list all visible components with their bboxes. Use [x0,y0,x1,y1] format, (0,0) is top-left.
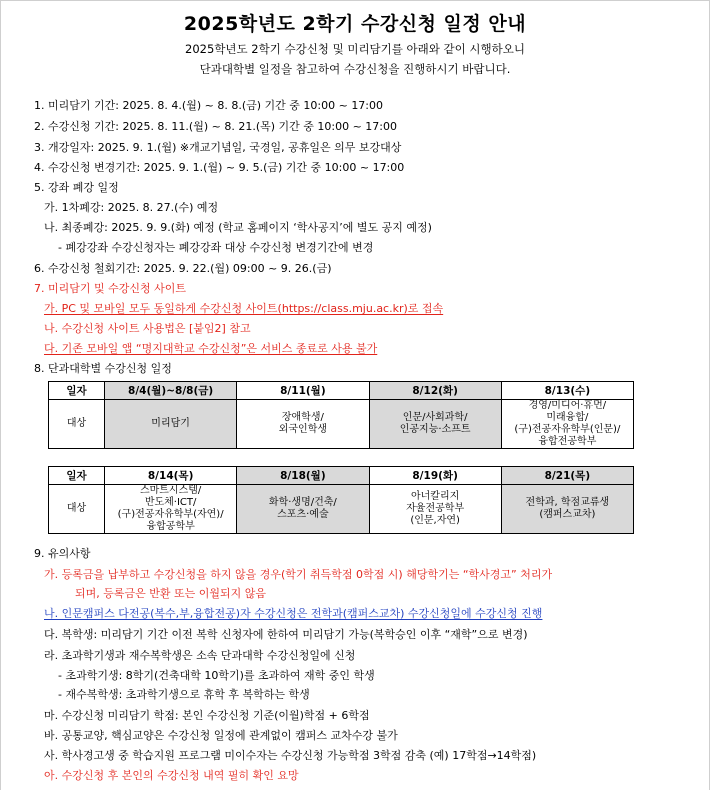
item-registration-period: 2. 수강신청 기간: 2025. 8. 11.(월) ~ 8. 21.(목) 기간 중 10:00 ~ 17:00 [34,120,398,133]
note-returning-extra-def: - 재수복학생: 초과학기생으로 휴학 후 복학하는 학생 [58,688,310,701]
item-preload-period: 1. 미리담기 기간: 2025. 8. 4.(월) ~ 8. 8.(금) 기간 중 10:00 ~ 17:00 [34,99,384,112]
note-multi-major [44,607,542,621]
page-border-left [0,0,1,790]
table-target-cell: 미리담기 [105,400,237,449]
item-course-cancel-first: 가. 1차폐강: 2025. 8. 27.(수) 예정 [44,201,219,214]
table-row [49,400,634,449]
note-credit-reduction: 사. 학사경고생 중 학습지원 프로그램 미이수자는 수강신청 가능학점 3학점 감축 (예) 17학점→14학점) [44,749,537,762]
page-border-top [0,0,709,1]
table-date-cell: 8/13(수) [501,382,633,400]
site-url-link[interactable]: 가. PC 및 모바일 모두 동일하게 수강신청 사이트(https://class.mju.ac.kr)로 접속 [44,302,444,315]
item-withdrawal-period: 6. 수강신청 철회기간: 2025. 9. 22.(월) 09:00 ~ 9. 26.(금) [34,262,332,275]
note-preload-credits: 마. 수강신청 미리담기 학점: 본인 수강신청 기준(이월)학점 + 6학점 [44,709,370,722]
table-date-cell: 8/4(월)~8/8(금) [105,382,237,400]
table-header-target: 대상 [49,485,105,534]
table-row [49,382,634,400]
table-target-cell: 아너칼리지 자율전공학부 (인문,자연) [369,485,501,534]
note-extra-semester: 라. 초과학기생과 재수복학생은 소속 단과대학 수강신청일에 신청 [44,649,356,662]
item-course-cancel: 5. 강좌 폐강 일정 [34,181,119,194]
note-academic-warning: 가. 등록금을 납부하고 수강신청을 하지 않을 경우(학기 취득학점 0학점 시) 해당학기는 “학사경고” 처리가 [44,568,553,581]
note-extra-semester-def: - 초과학기생: 8학기(건축대학 10학기)를 초과하여 재학 중인 학생 [58,669,375,682]
item-site-url [44,302,443,316]
item-course-cancel-final: 나. 최종폐강: 2025. 9. 9.(화) 예정 (학교 홈페이지 ‘학사공지’에 별도 공지 예정) [44,221,432,234]
table-header-date: 일자 [49,382,105,400]
schedule-table-1 [48,381,634,449]
table-date-cell: 8/18(월) [237,467,369,485]
table-target-cell: 전학과, 학점교류생 (캠퍼스교차) [501,485,633,534]
table-date-cell: 8/12(화) [369,382,501,400]
mobile-app-note: 다. 기존 모바일 앱 “명지대학교 수강신청”은 서비스 종료로 사용 불가 [44,342,378,355]
table-target-cell: 화학·생명/건축/ 스포츠·예술 [237,485,369,534]
table-date-cell: 8/14(목) [105,467,237,485]
item-semester-start: 3. 개강일자: 2025. 9. 1.(월) ※개교기념일, 국경일, 공휴일은 의무 보강대상 [34,141,402,154]
item-site-heading: 7. 미리담기 및 수강신청 사이트 [34,282,186,295]
intro-line-2: 단과대학별 일정을 참고하여 수강신청을 진행하시기 바랍니다. [199,62,511,76]
intro-line-1: 2025학년도 2학기 수강신청 및 미리담기를 아래와 같이 시행하오니 [185,42,525,56]
item-site-guide: 나. 수강신청 사이트 사용법은 [붙임2] 참고 [44,322,251,335]
item-notes-heading: 9. 유의사항 [34,547,91,560]
note-academic-warning-cont: 되며, 등록금은 반환 또는 이월되지 않음 [75,587,266,600]
table-date-cell: 8/11(월) [237,382,369,400]
table-date-cell: 8/19(화) [369,467,501,485]
table-date-cell: 8/21(목) [501,467,633,485]
table-row [49,467,634,485]
note-returning-students: 다. 복학생: 미리담기 기간 이전 복학 신청자에 한하여 미리담기 가능(복학승인 이후 “재학”으로 변경) [44,628,528,641]
page-title: 2025학년도 2학기 수강신청 일정 안내 [183,13,527,35]
note-liberal-arts: 바. 공통교양, 핵심교양은 수강신청 일정에 관계없이 캠퍼스 교차수강 불가 [44,729,398,742]
note-multi-major-text: 나. 인문캠퍼스 다전공(복수,부,융합전공)자 수강신청은 전학과(캠퍼스교차) 수강신청일에 수강신청 진행 [44,607,543,620]
item-change-period: 4. 수강신청 변경기간: 2025. 9. 1.(월) ~ 9. 5.(금) 기간 중 10:00 ~ 17:00 [34,161,405,174]
table-target-cell: 인문/사회과학/ 인공지능·소프트 [369,400,501,449]
table-header-date: 일자 [49,467,105,485]
schedule-table-2 [48,466,634,534]
table-target-cell: 스마트시스템/ 반도체·ICT/ (구)전공자유학부(자연)/ 융합공학부 [105,485,237,534]
table-target-cell: 경영/미디어·휴먼/ 미래융합/ (구)전공자유학부(인문)/ 융합전공학부 [501,400,633,449]
table-row [49,485,634,534]
item-course-cancel-note: - 폐강강좌 수강신청자는 폐강강좌 대상 수강신청 변경기간에 변경 [58,241,374,254]
table-header-target: 대상 [49,400,105,449]
item-college-schedule: 8. 단과대학별 수강신청 일정 [34,362,172,375]
item-mobile-app-closed [44,342,377,356]
note-check-registration: 아. 수강신청 후 본인의 수강신청 내역 필히 확인 요망 [44,769,299,782]
table-target-cell: 장애학생/ 외국인학생 [237,400,369,449]
